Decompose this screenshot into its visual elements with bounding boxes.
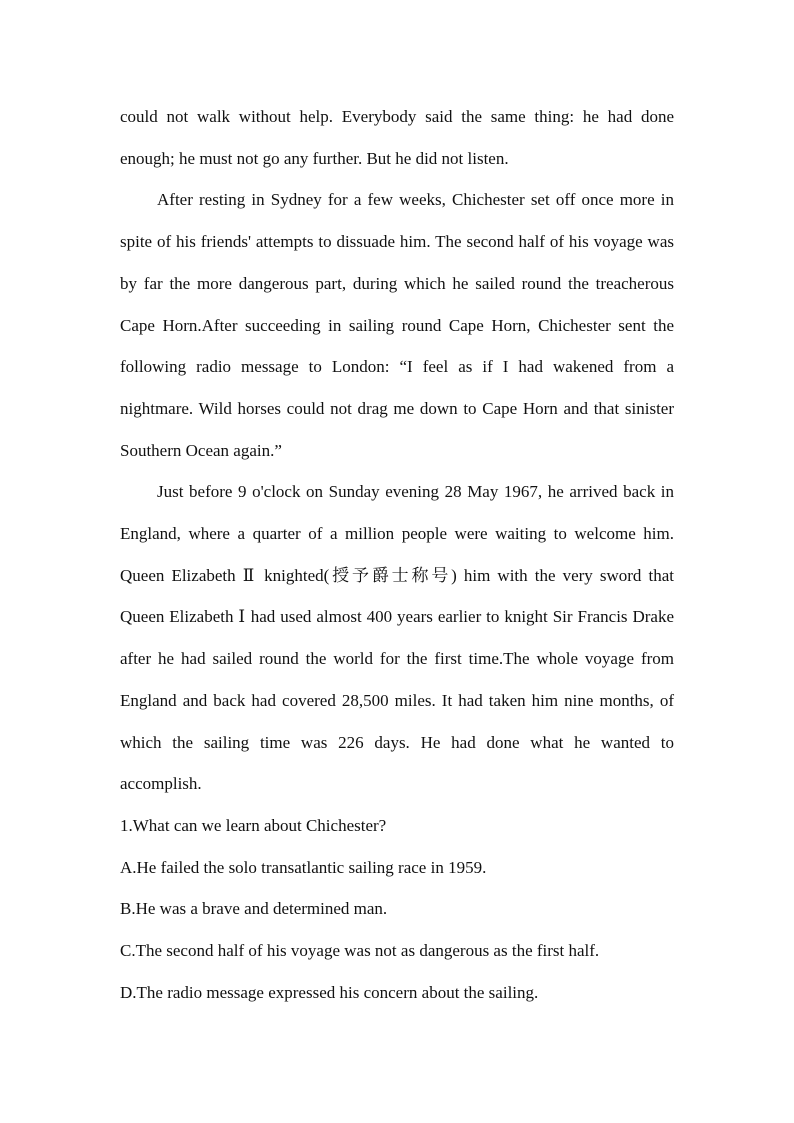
option-a: A.He failed the solo transatlantic sailing race in 1959. bbox=[120, 857, 487, 877]
passage-paragraph-3: Just before 9 o'clock on Sunday evening 28 May 1967, he arrived back in England, where a quarter of a million people were waiting to welcome him. Queen Elizabeth Ⅱ knighted(授予爵士称号) him with the very sword that Queen Elizabeth Ⅰ had used almost 400 years earlier to knight Sir Francis Drake after he had sailed round the world for the first time.The whole voyage from England and back had covered 28,500 miles. It had taken him nine months, of which the sailing time was 226 days. He had done what he wanted to accomplish. bbox=[120, 482, 674, 794]
option-c: C.The second half of his voyage was not as dangerous as the first half. bbox=[120, 941, 600, 961]
passage-paragraph-2: After resting in Sydney for a few weeks, Chichester set off once more in spite of his friends' attempts to dissuade him. The second half of his voyage was by far the more dangerous part, during which he sailed round the treacherous Cape Horn.After succeeding in sailing round Cape Horn, Chichester sent the following radio message to London: “I feel as if I had wakened from a nightmare. Wild horses could not drag me down to Cape Horn and that sinister Southern Ocean again.” bbox=[120, 190, 674, 460]
option-b: B.He was a brave and determined man. bbox=[120, 899, 388, 919]
option-d: D.The radio message expressed his concern about the sailing. bbox=[120, 982, 539, 1002]
passage-paragraph-1: could not walk without help. Everybody said the same thing: he had done enough; he must not go any further. But he did not listen. bbox=[120, 107, 674, 168]
page-content bbox=[120, 96, 674, 1013]
question-1-text: 1.What can we learn about Chichester? bbox=[120, 815, 387, 835]
